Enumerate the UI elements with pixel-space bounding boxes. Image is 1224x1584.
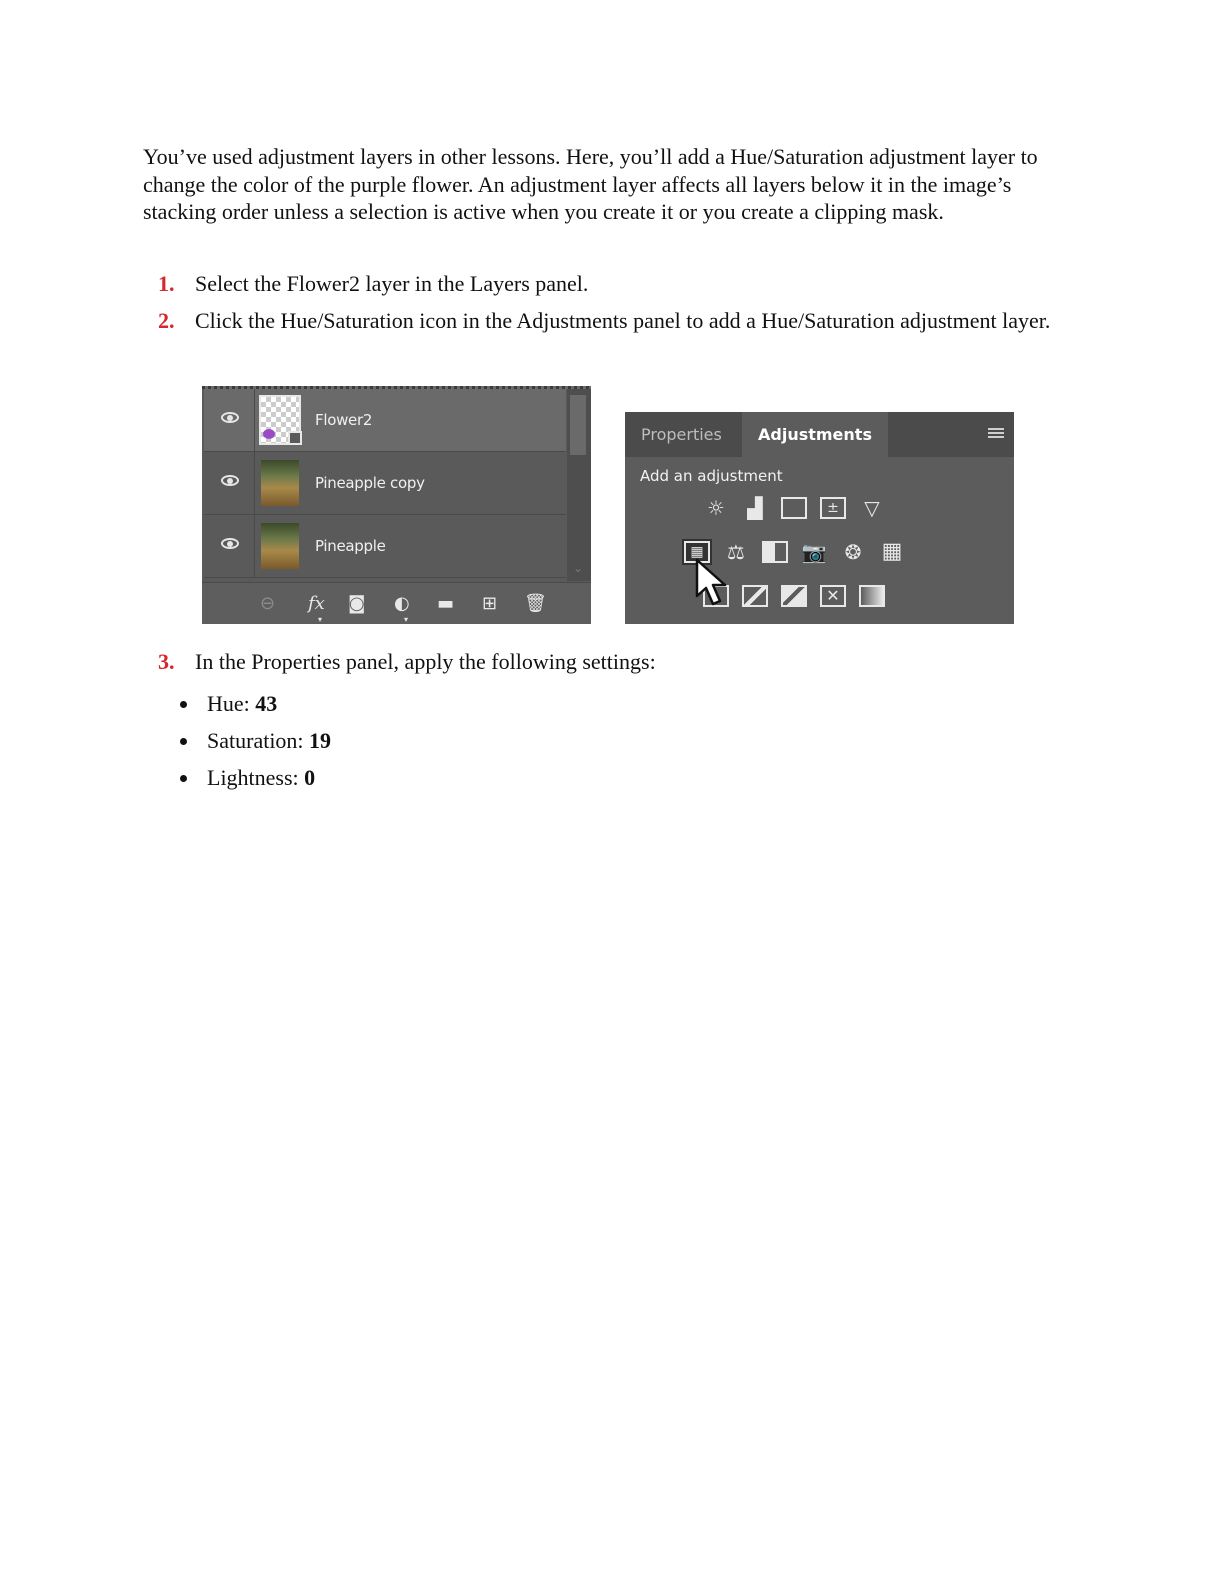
folder-icon[interactable]: ▬ — [437, 593, 455, 614]
setting-value: 0 — [304, 765, 316, 790]
bullet-icon — [180, 701, 187, 708]
bullet-icon — [180, 738, 187, 745]
setting-value: 43 — [255, 691, 278, 716]
layer-row-pineapple-copy[interactable] — [204, 452, 566, 515]
tab-adjustments[interactable]: Adjustments — [742, 412, 888, 457]
step-number: 1. — [158, 271, 175, 296]
layer-name: Pineapple copy — [315, 474, 425, 492]
brightness-contrast-icon[interactable]: ☼ — [707, 496, 725, 520]
layers-scrollbar[interactable] — [567, 389, 591, 581]
selective-color-icon[interactable]: ✕ — [820, 585, 846, 607]
link-icon[interactable]: ⊖ — [260, 593, 276, 614]
setting-label: Lightness: — [207, 765, 305, 790]
smart-object-icon — [288, 431, 302, 445]
intro-paragraph: You’ve used adjustment layers in other lessons. Here, you’ll add a Hue/Saturation adjustment layer to change the color of the purple flower. An adjustment layer affects all layers below it in the image’s stacking order unless a selection is active when you create it or you create a clipping mask. — [143, 144, 1038, 224]
tab-properties[interactable]: Properties — [641, 425, 722, 444]
adjustment-fill-icon[interactable]: ◐ ▾ — [394, 593, 410, 624]
layer-row-flower2[interactable] — [204, 389, 566, 452]
bullet-icon — [180, 775, 187, 782]
hue-saturation-icon[interactable]: ▦ — [684, 541, 710, 563]
exposure-icon[interactable]: ± — [820, 497, 846, 519]
layer-thumbnail — [261, 523, 299, 569]
visibility-eye-icon[interactable] — [221, 412, 239, 423]
layers-footer-toolbar — [202, 582, 591, 624]
curves-icon[interactable] — [781, 497, 807, 519]
color-balance-icon[interactable]: ⚖ — [727, 540, 745, 564]
mouse-cursor-icon — [695, 558, 729, 606]
adjustments-panel — [625, 412, 1014, 624]
layer-thumbnail — [261, 397, 299, 443]
add-adjustment-label: Add an adjustment — [640, 467, 783, 485]
setting-label: Saturation: — [207, 728, 310, 753]
step-text: In the Properties panel, apply the following settings: — [195, 649, 656, 674]
step-text: Click the Hue/Saturation icon in the Adjustments panel to add a Hue/Saturation adjustment layer. — [195, 308, 1051, 333]
panel-menu-icon[interactable] — [988, 428, 1004, 440]
mask-icon[interactable]: ◙ — [348, 593, 366, 614]
layer-name: Flower2 — [315, 411, 373, 429]
scrollbar-thumb[interactable] — [570, 395, 586, 455]
black-white-icon[interactable] — [762, 541, 788, 563]
vibrance-icon[interactable]: ▽ — [864, 496, 880, 520]
layers-panel — [202, 386, 591, 624]
color-lookup-icon[interactable]: ▦ — [881, 539, 903, 564]
photo-filter-icon[interactable]: 📷 — [801, 540, 827, 564]
trash-icon[interactable]: 🗑 — [524, 593, 547, 614]
layer-name: Pineapple — [315, 537, 386, 555]
setting-label: Hue: — [207, 691, 256, 716]
chevron-down-icon[interactable]: ⌄ — [573, 561, 584, 575]
layer-row-pineapple[interactable] — [204, 515, 566, 578]
gradient-map-icon[interactable] — [859, 585, 885, 607]
panel-tabs — [625, 412, 1014, 457]
new-layer-icon[interactable]: ⊞ — [482, 593, 498, 614]
channel-mixer-icon[interactable]: ❂ — [844, 540, 862, 564]
step-number: 3. — [158, 649, 175, 674]
threshold-icon[interactable] — [781, 585, 807, 607]
flower-thumbnail-icon — [263, 429, 275, 439]
visibility-eye-icon[interactable] — [221, 538, 239, 549]
fx-icon[interactable]: fx ▾ — [308, 593, 325, 624]
setting-value: 19 — [309, 728, 332, 753]
visibility-eye-icon[interactable] — [221, 475, 239, 486]
step-number: 2. — [158, 308, 175, 333]
step-text: Select the Flower2 layer in the Layers panel. — [195, 271, 589, 296]
layer-thumbnail — [261, 460, 299, 506]
levels-icon[interactable]: ▟ — [747, 496, 763, 520]
posterize-icon[interactable] — [742, 585, 768, 607]
